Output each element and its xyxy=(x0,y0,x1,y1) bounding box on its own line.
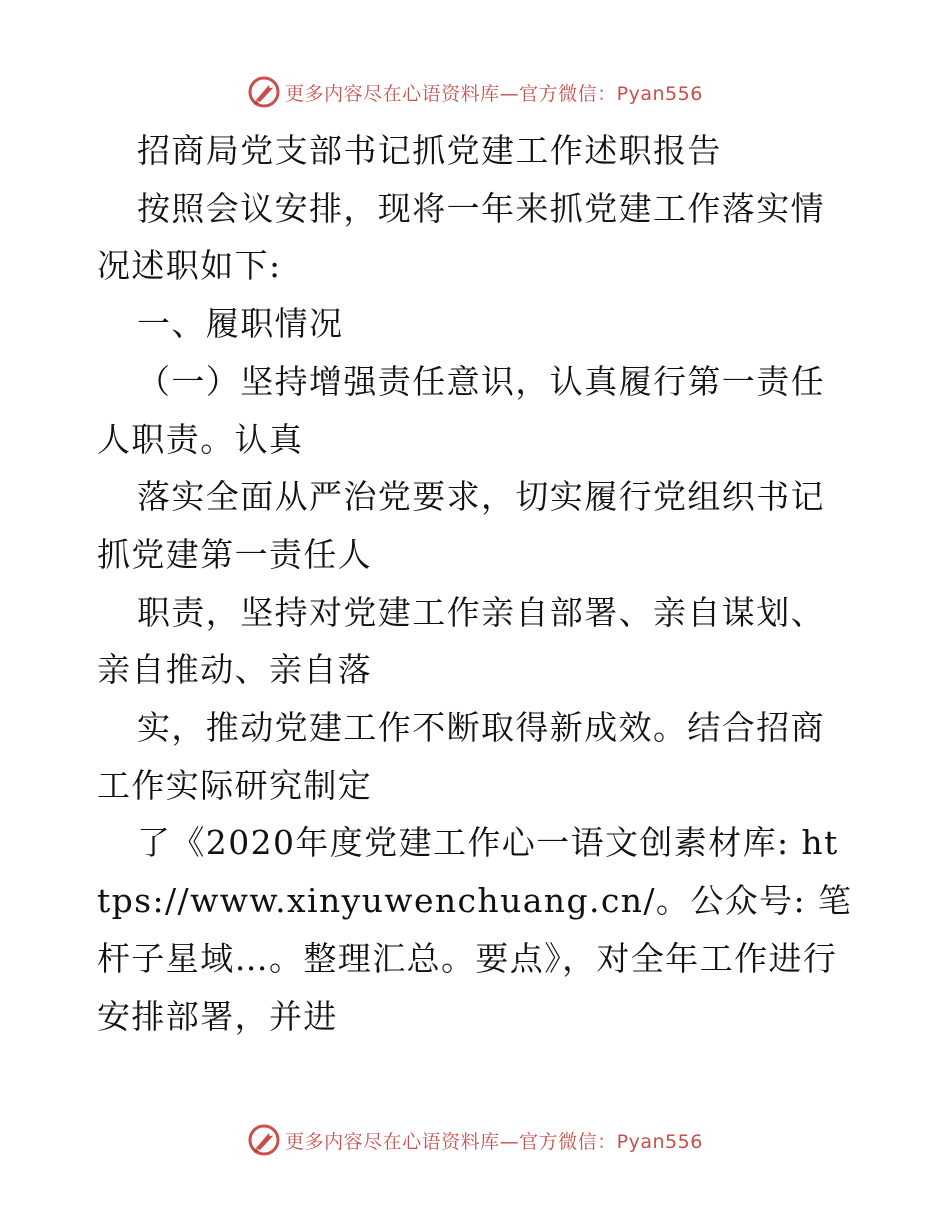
paragraph-1: （一）坚持增强责任意识，认真履行第一责任人职责。认真 xyxy=(97,361,825,459)
pen-logo-icon xyxy=(247,75,281,109)
document-body xyxy=(97,122,853,1045)
paragraph-3: 职责，坚持对党建工作亲自部署、亲自谋划、亲自推动、亲自落 xyxy=(97,592,825,690)
pen-logo-icon xyxy=(247,1123,281,1157)
header-watermark-banner xyxy=(0,72,950,112)
paragraph-intro: 按照会议安排，现将一年来抓党建工作落实情况述职如下: xyxy=(97,188,825,286)
header-watermark-text: 更多内容尽在心语资料库—官方微信：Pyan556 xyxy=(285,82,703,105)
paragraph-2: 落实全面从严治党要求，切实履行党组织书记抓党建第一责任人 xyxy=(97,477,825,574)
document-title: 招商局党支部书记抓党建工作述职报告 xyxy=(137,131,722,170)
footer-watermark-banner xyxy=(0,1120,950,1160)
section-heading: 一、履职情况 xyxy=(137,304,344,344)
footer-watermark-text: 更多内容尽在心语资料库—官方微信：Pyan556 xyxy=(285,1130,703,1153)
paragraph-4: 实，推动党建工作不断取得新成效。结合招商工作实际研究制定 xyxy=(97,708,825,805)
paragraph-5: 了《2020年度党建工作心一语文创素材库: https://www.xinyuwenchuang.cn/。公众号: 笔杆子星域…。整理汇总。要点》，对全年工作进行安排部署，并进 xyxy=(97,823,853,1036)
